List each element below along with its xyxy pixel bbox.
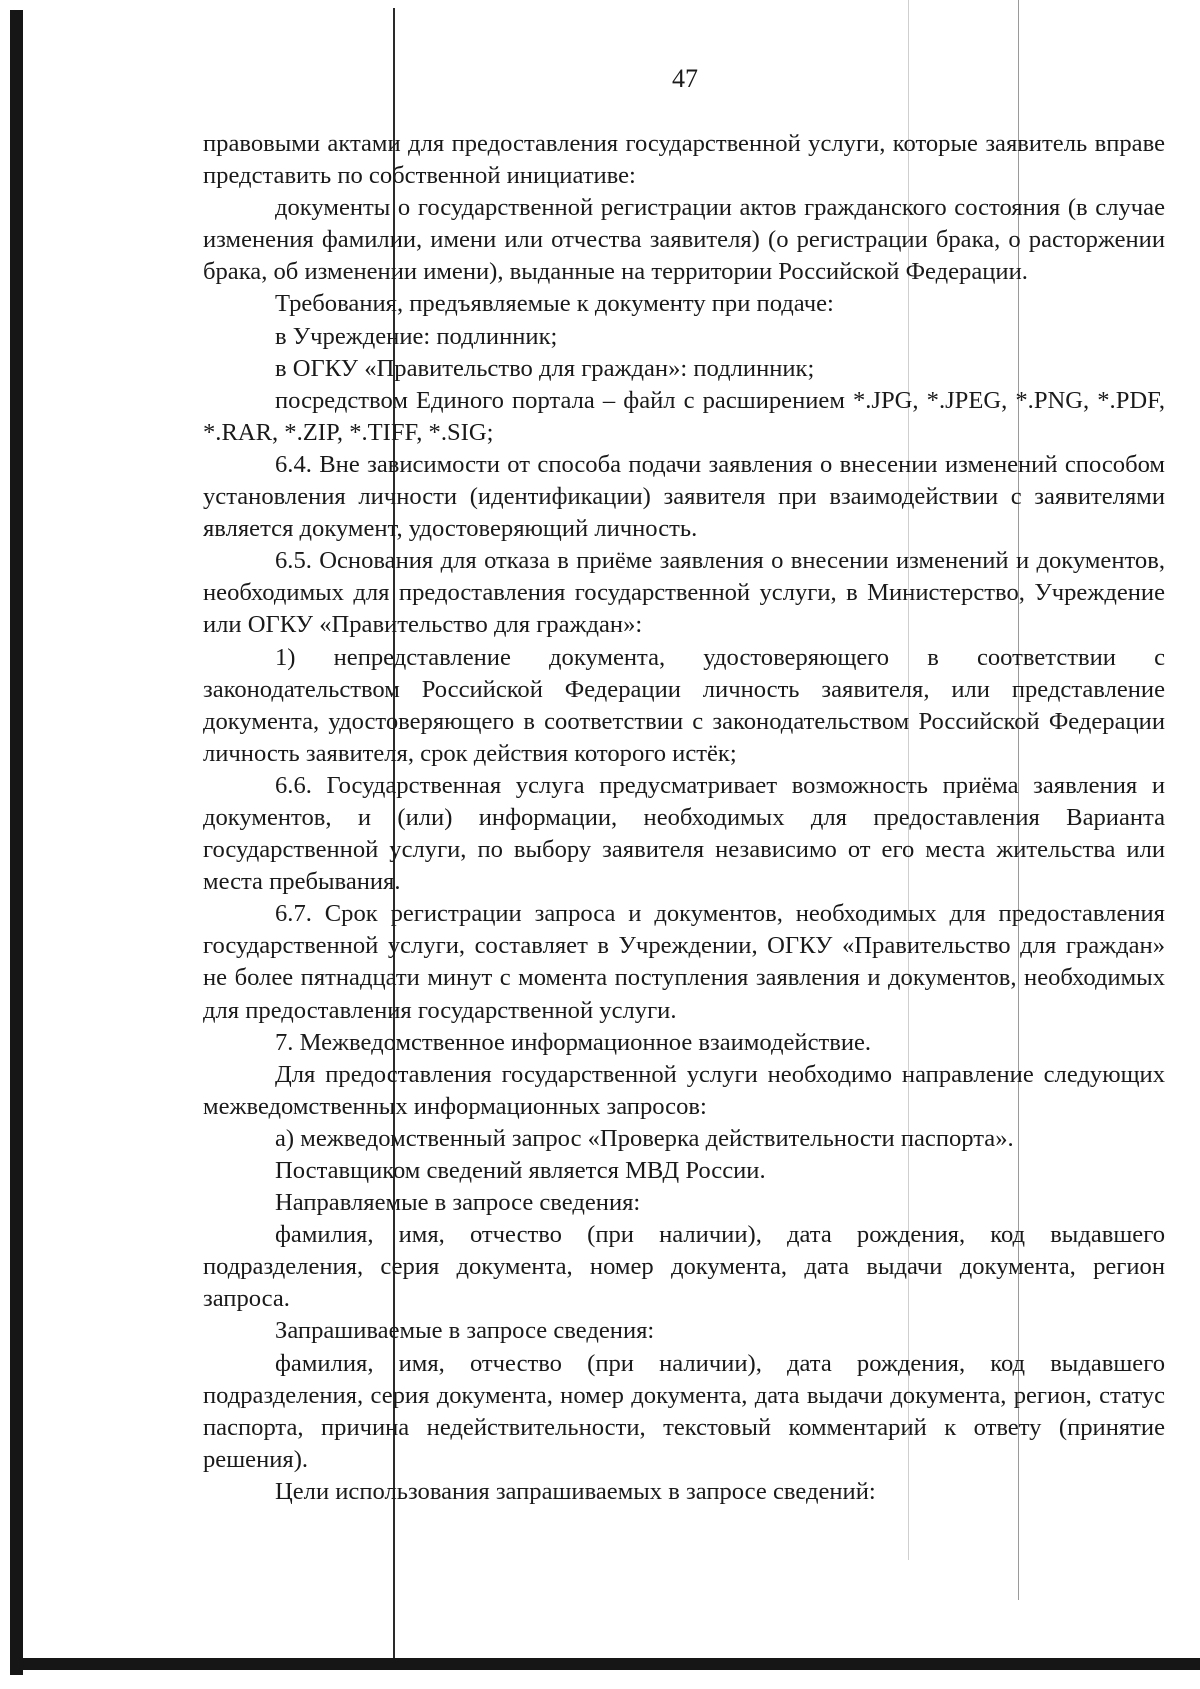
paragraph: 6.6. Государственная услуга предусматривает возможность приёма заявления и документов, и (или) информации, необходимых для предоставления Варианта государственной услуги, по выбору заявителя независимо от его места жительства или места пребывания. [203,771,1165,896]
paragraph: Поставщиком сведений является МВД России. [275,1157,766,1184]
paragraph: 6.5. Основания для отказа в приёме заявления о внесении изменений и документов, необходимых для предоставления государственной услуги, в Министерство, Учреждение или ОГКУ «Правительство для граждан»: [203,547,1165,639]
paragraph: в ОГКУ «Правительство для граждан»: подлинник; [275,354,815,382]
paragraph: 7. Межведомственное информационное взаимодействие. [275,1028,872,1056]
paragraph: фамилия, имя, отчество (при наличии), дата рождения, код выдавшего подразделения, серия документа, номер документа, дата выдачи документа, регион запроса. [203,1221,1165,1313]
paragraph: а) межведомственный запрос «Проверка действительности паспорта». [275,1124,1014,1152]
paragraph: 1) непредставление документа, удостоверяющего в соответствии с законодательством Российской Федерации личность заявителя, или представление документа, удостоверяющего в соответствии с законодательством Российской Федерации личность заявителя, срок действия которого истёк; [203,643,1165,767]
paragraph: Направляемые в запросе сведения: [275,1189,641,1217]
paragraph: Для предоставления государственной услуги необходимо направление следующих межведомственных информационных запросов: [203,1060,1165,1120]
paragraph: Запрашиваемые в запросе сведения: [275,1317,655,1345]
paragraph: посредством Единого портала – файл с расширением *.JPG, *.JPEG, *.PNG, *.PDF, *.RAR, *.ZIP, *.TIFF, *.SIG; [203,386,1165,446]
paragraph: 6.4. Вне зависимости от способа подачи заявления о внесении изменений способом установления личности (идентификации) заявителя при взаимодействии с заявителями является документ, удостоверяющий личность. [203,450,1165,543]
paragraph: фамилия, имя, отчество (при наличии), дата рождения, код выдавшего подразделения, серия документа, номер документа, дата выдачи документа, регион, статус паспорта, причина недействительности, текстовый комментарий к ответу (принятие решения). [203,1349,1165,1473]
paragraph: 6.7. Срок регистрации запроса и документов, необходимых для предоставления государственной услуги, составляет в Учреждении, ОГКУ «Правительство для граждан» не более пятнадцати минут с момента поступления заявления и документов, необходимых для предоставления государственной услуги. [203,900,1165,1024]
scan-edge-bottom [23,1658,1200,1670]
page-number: 47 [672,64,698,93]
paragraph: в Учреждение: подлинник; [275,322,558,350]
scan-edge-left [10,10,23,1675]
paragraph: Цели использования запрашиваемых в запросе сведений: [275,1477,876,1505]
paragraph: документы о государственной регистрации актов гражданского состояния (в случае изменения фамилии, имени или отчества заявителя) (о регистрации брака, о расторжении брака, об изменении имени), выданные на территории Российской Федерации. [203,194,1165,286]
paragraph: Требования, предъявляемые к документу при подаче: [275,290,834,318]
paragraph: правовыми актами для предоставления государственной услуги, которые заявитель вправе представить по собственной инициативе: [203,130,1165,190]
document-body [203,128,1165,1508]
